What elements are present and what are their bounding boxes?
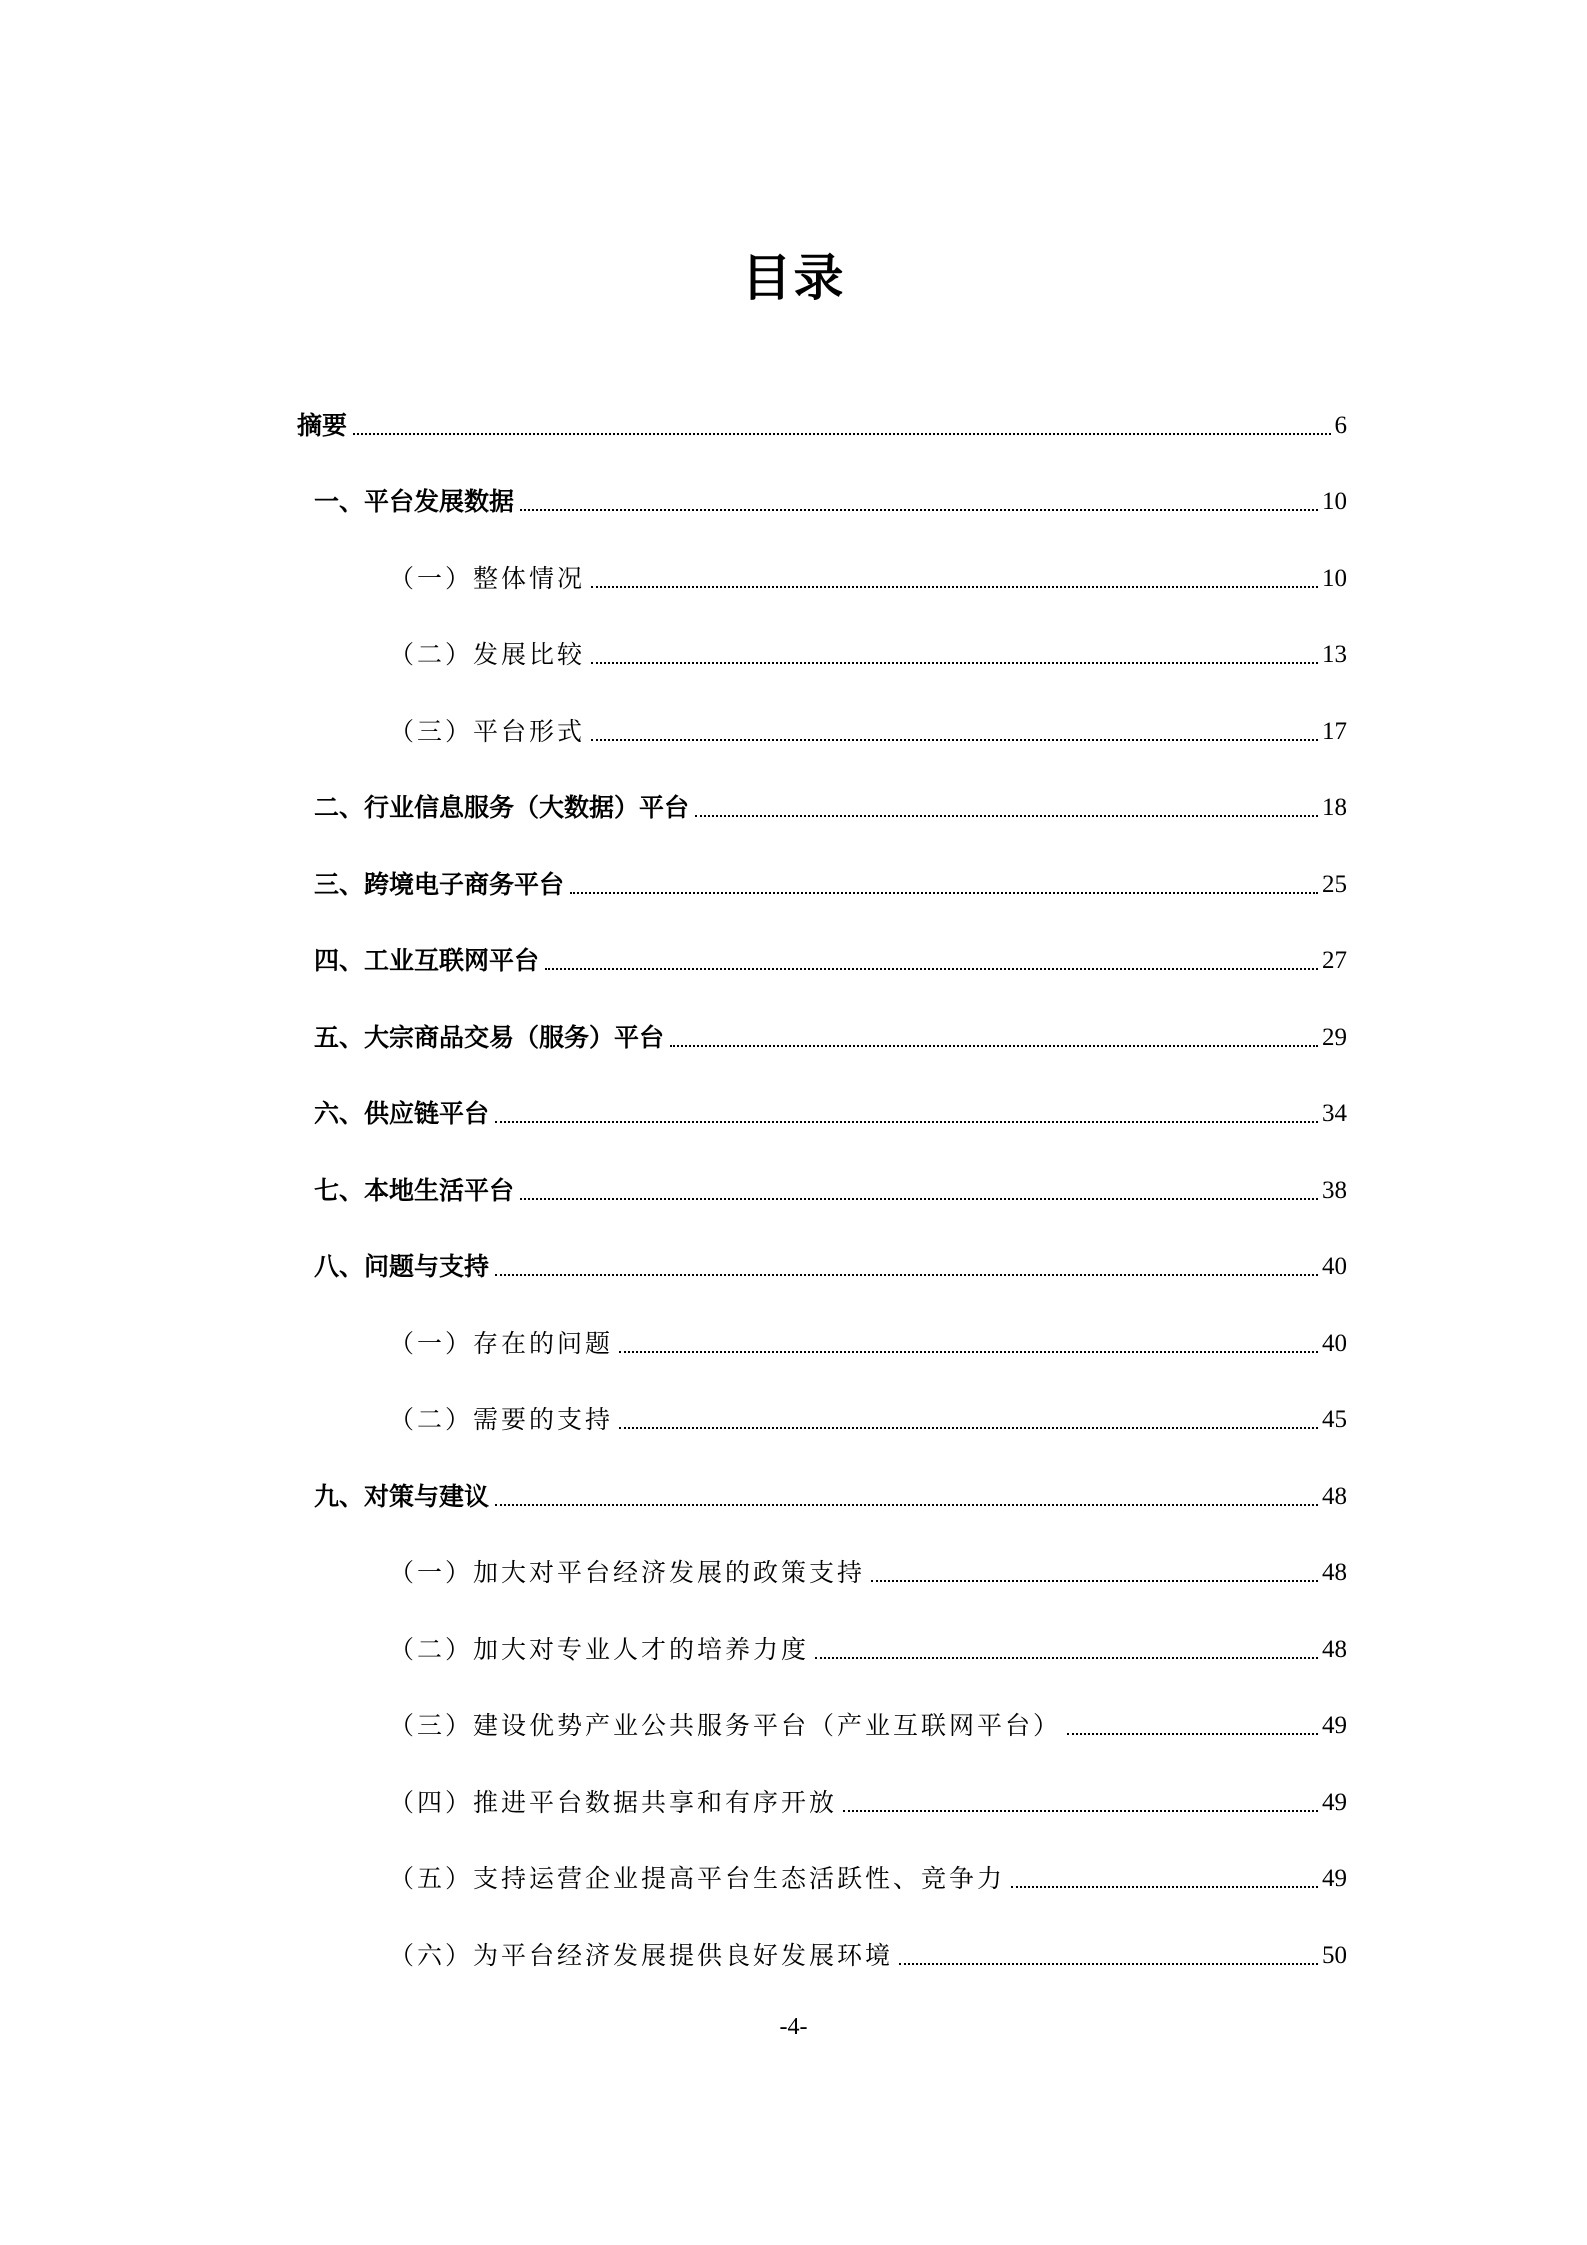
toc-dot-leader <box>520 509 1318 511</box>
toc-entry-page: 34 <box>1322 1100 1347 1127</box>
toc-entry-label: 二、行业信息服务（大数据）平台 <box>314 793 690 822</box>
toc-entry-label: 五、大宗商品交易（服务）平台 <box>314 1023 665 1052</box>
toc-dot-leader <box>591 586 1318 588</box>
toc-dot-leader <box>353 433 1330 435</box>
toc-dot-leader <box>619 1351 1318 1353</box>
toc-entry-section-9-6[interactable] <box>389 1938 1347 1974</box>
toc-entry-page: 49 <box>1322 1865 1347 1892</box>
toc-entry-page: 29 <box>1322 1024 1347 1051</box>
toc-dot-leader <box>670 1045 1318 1047</box>
toc-entry-page: 40 <box>1322 1253 1347 1280</box>
toc-entry-section-8-2[interactable] <box>389 1402 1347 1438</box>
toc-dot-leader <box>871 1580 1318 1582</box>
toc-entry-section-9[interactable] <box>314 1479 1347 1515</box>
toc-entry-page: 49 <box>1322 1789 1347 1816</box>
toc-dot-leader <box>495 1274 1318 1276</box>
toc-entry-page: 48 <box>1322 1636 1347 1663</box>
toc-entry-section-5[interactable] <box>314 1020 1347 1056</box>
toc-entry-page: 50 <box>1322 1942 1347 1969</box>
toc-entry-section-6[interactable] <box>314 1096 1347 1132</box>
toc-entry-label: （六）为平台经济发展提供良好发展环境 <box>389 1941 894 1970</box>
toc-dot-leader <box>1011 1886 1318 1888</box>
toc-dot-leader <box>591 739 1318 741</box>
toc-entry-label: （五）支持运营企业提高平台生态活跃性、竞争力 <box>389 1864 1006 1893</box>
toc-entry-page: 25 <box>1322 871 1347 898</box>
toc-entry-page: 48 <box>1322 1483 1347 1510</box>
toc-entry-section-7[interactable] <box>314 1173 1347 1209</box>
toc-entry-label: （一）存在的问题 <box>389 1329 614 1358</box>
toc-dot-leader <box>843 1810 1318 1812</box>
toc-dot-leader <box>619 1427 1318 1429</box>
toc-entry-label: （二）发展比较 <box>389 640 586 669</box>
toc-entry-label: （一）整体情况 <box>389 564 586 593</box>
toc-entry-label: 一、平台发展数据 <box>314 487 515 516</box>
toc-entry-label: （四）推进平台数据共享和有序开放 <box>389 1788 838 1817</box>
toc-entry-page: 40 <box>1322 1330 1347 1357</box>
toc-entry-section-9-5[interactable] <box>389 1861 1347 1897</box>
toc-entry-page: 38 <box>1322 1177 1347 1204</box>
toc-entry-page: 10 <box>1322 565 1347 592</box>
toc-entry-section-9-2[interactable] <box>389 1632 1347 1668</box>
toc-dot-leader <box>495 1121 1318 1123</box>
toc-dot-leader <box>545 968 1318 970</box>
toc-entry-section-8[interactable] <box>314 1249 1347 1285</box>
toc-entry-page: 6 <box>1334 412 1347 439</box>
toc-entry-label: （二）加大对专业人才的培养力度 <box>389 1635 810 1664</box>
toc-entry-label: 八、问题与支持 <box>314 1252 490 1281</box>
toc-entry-section-9-3[interactable] <box>389 1708 1347 1744</box>
toc-entry-section-1[interactable] <box>314 484 1347 520</box>
toc-entry-abstract[interactable] <box>297 408 1347 444</box>
toc-entry-label: 九、对策与建议 <box>314 1482 490 1511</box>
toc-dot-leader <box>695 815 1318 817</box>
toc-entry-page: 45 <box>1322 1406 1347 1433</box>
toc-entry-label: （三）建设优势产业公共服务平台（产业互联网平台） <box>389 1711 1062 1740</box>
toc-entry-page: 49 <box>1322 1712 1347 1739</box>
toc-entry-section-1-2[interactable] <box>389 637 1347 673</box>
toc-entry-label: （一）加大对平台经济发展的政策支持 <box>389 1558 866 1587</box>
toc-dot-leader <box>495 1504 1318 1506</box>
toc-dot-leader <box>899 1963 1318 1965</box>
toc-entry-label: 七、本地生活平台 <box>314 1176 515 1205</box>
toc-entry-label: 四、工业互联网平台 <box>314 946 540 975</box>
toc-entry-label: （二）需要的支持 <box>389 1405 614 1434</box>
toc-entry-label: 摘要 <box>297 411 348 440</box>
toc-entry-section-2[interactable] <box>314 790 1347 826</box>
toc-entry-label: 六、供应链平台 <box>314 1099 490 1128</box>
toc-entry-page: 27 <box>1322 947 1347 974</box>
toc-entry-section-1-1[interactable] <box>389 561 1347 597</box>
page-title: 目录 <box>741 249 846 307</box>
toc-dot-leader <box>570 892 1318 894</box>
toc-entry-page: 10 <box>1322 488 1347 515</box>
toc-entry-label: 三、跨境电子商务平台 <box>314 870 565 899</box>
toc-dot-leader <box>520 1198 1318 1200</box>
toc-dot-leader <box>591 662 1318 664</box>
toc-entry-section-1-3[interactable] <box>389 714 1347 750</box>
toc-entry-page: 13 <box>1322 641 1347 668</box>
toc-entry-section-8-1[interactable] <box>389 1326 1347 1362</box>
toc-dot-leader <box>1067 1733 1318 1735</box>
toc-entry-section-9-1[interactable] <box>389 1555 1347 1591</box>
toc-dot-leader <box>815 1657 1318 1659</box>
toc-entry-page: 48 <box>1322 1559 1347 1586</box>
page-number: -4- <box>779 2014 808 2040</box>
toc-entry-section-4[interactable] <box>314 943 1347 979</box>
toc-entry-label: （三）平台形式 <box>389 717 586 746</box>
toc-entry-page: 17 <box>1322 718 1347 745</box>
toc-entry-section-3[interactable] <box>314 867 1347 903</box>
toc-entry-page: 18 <box>1322 794 1347 821</box>
toc-entry-section-9-4[interactable] <box>389 1785 1347 1821</box>
